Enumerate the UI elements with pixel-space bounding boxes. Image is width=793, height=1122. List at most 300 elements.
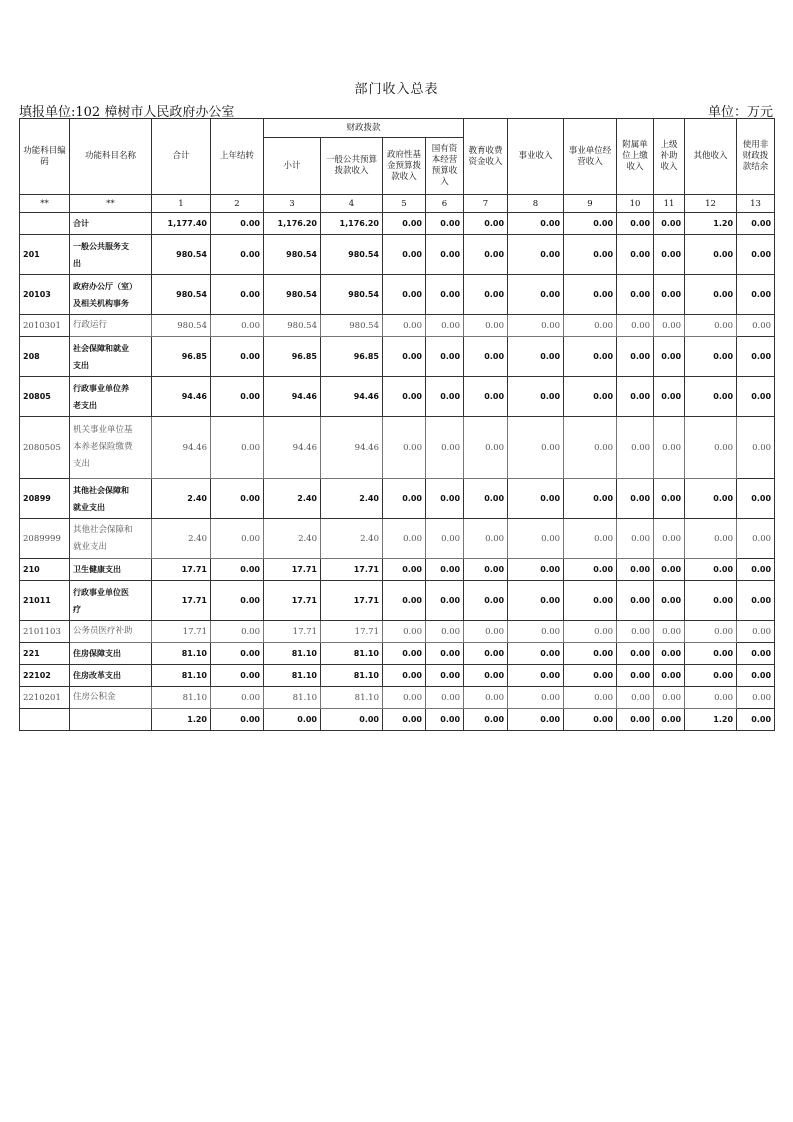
amount-cell: 94.46	[264, 417, 321, 479]
amount-cell: 0.00	[617, 417, 654, 479]
amount-cell: 0.00	[617, 621, 654, 643]
table-row	[20, 315, 775, 337]
amount-cell: 0.00	[508, 687, 564, 709]
amount-cell: 0.00	[464, 479, 508, 519]
amount-cell: 0.00	[464, 687, 508, 709]
function-code-cell: 21011	[20, 581, 70, 621]
amount-cell: 0.00	[508, 235, 564, 275]
amount-cell: 0.00	[564, 581, 617, 621]
amount-cell: 0.00	[617, 275, 654, 315]
amount-cell: 0.00	[426, 479, 464, 519]
amount-cell: 0.00	[464, 275, 508, 315]
amount-cell: 0.00	[654, 337, 685, 377]
amount-cell: 0.00	[508, 709, 564, 731]
amount-cell: 81.10	[152, 687, 211, 709]
amount-cell: 0.00	[426, 337, 464, 377]
header-general-budget: 一般公共预算拨款收入	[321, 138, 383, 195]
amount-cell: 0.00	[737, 581, 775, 621]
function-code-cell: 20805	[20, 377, 70, 417]
amount-cell: 0.00	[383, 643, 426, 665]
header-fiscal-group: 财政拨款	[264, 119, 464, 138]
amount-cell: 0.00	[508, 581, 564, 621]
amount-cell: 0.00	[464, 643, 508, 665]
amount-cell: 0.00	[508, 559, 564, 581]
amount-cell: 0.00	[211, 275, 264, 315]
amount-cell: 0.00	[211, 235, 264, 275]
amount-cell: 980.54	[264, 275, 321, 315]
amount-cell: 2.40	[152, 479, 211, 519]
amount-cell: 0.00	[737, 665, 775, 687]
amount-cell: 0.00	[508, 643, 564, 665]
amount-cell: 0.00	[685, 417, 737, 479]
amount-cell: 0.00	[737, 559, 775, 581]
function-name-cell	[70, 275, 152, 315]
amount-cell: 0.00	[654, 235, 685, 275]
table-row	[20, 235, 775, 275]
amount-cell: 0.00	[464, 621, 508, 643]
amount-cell: 0.00	[464, 519, 508, 559]
amount-cell: 0.00	[426, 315, 464, 337]
amount-cell: 0.00	[211, 337, 264, 377]
amount-cell: 0.00	[564, 687, 617, 709]
header-name: 功能科目名称	[70, 119, 152, 195]
header-subtotal: 小计	[264, 138, 321, 195]
amount-cell: 0.00	[685, 337, 737, 377]
function-name-cell	[70, 519, 152, 559]
amount-cell: 0.00	[383, 479, 426, 519]
amount-cell: 17.71	[152, 621, 211, 643]
amount-cell: 1,176.20	[321, 213, 383, 235]
amount-cell: 0.00	[426, 417, 464, 479]
table-row	[20, 581, 775, 621]
amount-cell: 0.00	[654, 519, 685, 559]
table-row	[20, 709, 775, 731]
amount-cell: 0.00	[508, 665, 564, 687]
column-index-cell: 1	[152, 195, 211, 213]
amount-cell: 0.00	[426, 643, 464, 665]
function-name-cell	[70, 315, 152, 337]
amount-cell: 0.00	[564, 337, 617, 377]
amount-cell: 0.00	[737, 235, 775, 275]
amount-cell: 81.10	[321, 643, 383, 665]
table-row	[20, 417, 775, 479]
amount-cell: 980.54	[321, 275, 383, 315]
amount-cell: 0.00	[737, 709, 775, 731]
amount-cell: 0.00	[508, 621, 564, 643]
amount-cell: 0.00	[685, 235, 737, 275]
function-name-line: 住房公积金	[73, 692, 116, 702]
header-total: 合计	[152, 119, 211, 195]
amount-cell: 0.00	[564, 377, 617, 417]
column-index-cell: 7	[464, 195, 508, 213]
function-name-cell	[70, 417, 152, 479]
amount-cell: 0.00	[464, 581, 508, 621]
amount-cell: 81.10	[152, 643, 211, 665]
column-index-cell: 4	[321, 195, 383, 213]
table-row	[20, 687, 775, 709]
function-name-line: 疗	[73, 604, 81, 614]
amount-cell: 0.00	[464, 235, 508, 275]
amount-cell: 980.54	[264, 235, 321, 275]
header-code: 功能科目编码	[20, 119, 70, 195]
amount-cell: 0.00	[685, 377, 737, 417]
function-name-line: 住房改革支出	[73, 671, 121, 680]
amount-cell: 0.00	[464, 665, 508, 687]
amount-cell: 0.00	[508, 337, 564, 377]
amount-cell: 81.10	[321, 665, 383, 687]
function-code-cell: 221	[20, 643, 70, 665]
amount-cell: 1.20	[152, 709, 211, 731]
function-name-line: 卫生健康支出	[73, 565, 121, 574]
amount-cell: 980.54	[264, 315, 321, 337]
amount-cell: 0.00	[685, 275, 737, 315]
amount-cell: 2.40	[321, 519, 383, 559]
amount-cell: 2.40	[152, 519, 211, 559]
amount-cell: 0.00	[321, 709, 383, 731]
header-business-unit-op: 事业单位经营收入	[564, 119, 617, 195]
amount-cell: 0.00	[426, 687, 464, 709]
amount-cell: 17.71	[152, 559, 211, 581]
amount-cell: 0.00	[685, 315, 737, 337]
amount-cell: 0.00	[383, 417, 426, 479]
amount-cell: 0.00	[654, 665, 685, 687]
function-code-cell: 2089999	[20, 519, 70, 559]
amount-cell: 81.10	[321, 687, 383, 709]
function-name-cell	[70, 235, 152, 275]
amount-cell: 0.00	[617, 687, 654, 709]
amount-cell: 0.00	[617, 519, 654, 559]
amount-cell: 0.00	[654, 377, 685, 417]
amount-cell: 0.00	[464, 417, 508, 479]
amount-cell: 0.00	[564, 479, 617, 519]
amount-cell: 0.00	[383, 519, 426, 559]
amount-cell: 0.00	[617, 377, 654, 417]
function-code-cell: 20103	[20, 275, 70, 315]
amount-cell: 0.00	[564, 643, 617, 665]
amount-cell: 0.00	[685, 687, 737, 709]
amount-cell: 0.00	[617, 559, 654, 581]
amount-cell: 0.00	[508, 275, 564, 315]
function-name-line: 机关事业单位基	[73, 425, 133, 435]
currency-unit: 单位：万元	[707, 105, 773, 120]
function-name-cell	[70, 559, 152, 581]
amount-cell: 0.00	[426, 275, 464, 315]
column-index-cell: 3	[264, 195, 321, 213]
amount-cell: 0.00	[464, 213, 508, 235]
function-name-line: 其他社会保障和	[73, 485, 129, 495]
column-index-cell: 2	[211, 195, 264, 213]
amount-cell: 0.00	[564, 235, 617, 275]
amount-cell: 0.00	[211, 621, 264, 643]
function-name-line: 社会保障和就业	[73, 343, 129, 353]
amount-cell: 2.40	[264, 479, 321, 519]
function-name-cell	[70, 581, 152, 621]
amount-cell: 96.85	[264, 337, 321, 377]
table-row	[20, 377, 775, 417]
function-code-cell: 201	[20, 235, 70, 275]
amount-cell: 94.46	[264, 377, 321, 417]
column-index-cell: 13	[737, 195, 775, 213]
amount-cell: 0.00	[737, 621, 775, 643]
header-carryover: 上年结转	[211, 119, 264, 195]
function-code-cell: 2101103	[20, 621, 70, 643]
amount-cell: 0.00	[617, 581, 654, 621]
amount-cell: 0.00	[685, 581, 737, 621]
amount-cell: 94.46	[152, 377, 211, 417]
column-index-cell: **	[20, 195, 70, 213]
amount-cell: 980.54	[152, 235, 211, 275]
amount-cell: 0.00	[211, 559, 264, 581]
amount-cell: 1,177.40	[152, 213, 211, 235]
amount-cell: 0.00	[426, 621, 464, 643]
column-index-cell: 10	[617, 195, 654, 213]
function-name-line: 政府办公厅（室）	[73, 281, 137, 291]
table-row	[20, 213, 775, 235]
amount-cell: 0.00	[211, 315, 264, 337]
income-summary-table	[19, 118, 775, 731]
amount-cell: 0.00	[211, 581, 264, 621]
amount-cell: 0.00	[383, 621, 426, 643]
amount-cell: 0.00	[737, 213, 775, 235]
function-name-line: 公务员医疗补助	[73, 626, 133, 636]
amount-cell: 0.00	[508, 315, 564, 337]
amount-cell: 0.00	[654, 479, 685, 519]
amount-cell: 0.00	[617, 315, 654, 337]
amount-cell: 0.00	[383, 377, 426, 417]
table-row	[20, 643, 775, 665]
amount-cell: 0.00	[564, 519, 617, 559]
amount-cell: 94.46	[321, 417, 383, 479]
function-name-line: 支出	[73, 459, 91, 469]
function-code-cell: 2080505	[20, 417, 70, 479]
amount-cell: 0.00	[737, 479, 775, 519]
table-row	[20, 519, 775, 559]
amount-cell: 0.00	[564, 559, 617, 581]
amount-cell: 0.00	[737, 417, 775, 479]
amount-cell: 0.00	[383, 213, 426, 235]
amount-cell: 0.00	[464, 709, 508, 731]
amount-cell: 0.00	[211, 709, 264, 731]
header-nonfiscal-balance: 使用非财政拨款结余	[737, 119, 775, 195]
amount-cell: 17.71	[264, 581, 321, 621]
amount-cell: 0.00	[383, 315, 426, 337]
amount-cell: 0.00	[211, 643, 264, 665]
amount-cell: 2.40	[264, 519, 321, 559]
table-row	[20, 621, 775, 643]
amount-cell: 0.00	[564, 275, 617, 315]
amount-cell: 17.71	[152, 581, 211, 621]
amount-cell: 81.10	[264, 643, 321, 665]
function-name-cell	[70, 479, 152, 519]
table-row	[20, 479, 775, 519]
function-code-cell	[20, 213, 70, 235]
function-name-cell	[70, 665, 152, 687]
amount-cell: 0.00	[426, 581, 464, 621]
amount-cell: 0.00	[654, 709, 685, 731]
amount-cell: 0.00	[654, 687, 685, 709]
header-affiliated-payment: 附属单位上缴收入	[617, 119, 654, 195]
amount-cell: 81.10	[152, 665, 211, 687]
amount-cell: 0.00	[464, 377, 508, 417]
amount-cell: 0.00	[211, 479, 264, 519]
amount-cell: 0.00	[737, 643, 775, 665]
header-business-income: 事业收入	[508, 119, 564, 195]
amount-cell: 0.00	[383, 337, 426, 377]
table-row	[20, 665, 775, 687]
amount-cell: 0.00	[737, 519, 775, 559]
function-name-cell	[70, 337, 152, 377]
amount-cell: 0.00	[654, 275, 685, 315]
function-name-line: 一般公共服务支	[73, 241, 129, 251]
amount-cell: 0.00	[426, 665, 464, 687]
amount-cell: 0.00	[426, 709, 464, 731]
amount-cell: 0.00	[464, 337, 508, 377]
header-state-capital: 国有资本经营预算收入	[426, 138, 464, 195]
amount-cell: 0.00	[685, 665, 737, 687]
amount-cell: 0.00	[617, 479, 654, 519]
amount-cell: 980.54	[321, 235, 383, 275]
amount-cell: 0.00	[654, 417, 685, 479]
amount-cell: 81.10	[264, 665, 321, 687]
header-gov-fund: 政府性基金预算拨款收入	[383, 138, 426, 195]
function-name-line: 其他社会保障和	[73, 524, 133, 535]
amount-cell: 0.00	[654, 621, 685, 643]
function-name-cell	[70, 709, 152, 731]
amount-cell: 0.00	[737, 377, 775, 417]
amount-cell: 0.00	[426, 213, 464, 235]
amount-cell: 0.00	[211, 377, 264, 417]
amount-cell: 0.00	[426, 519, 464, 559]
function-name-cell	[70, 377, 152, 417]
column-index-cell: **	[70, 195, 152, 213]
table-body	[20, 213, 775, 731]
amount-cell: 0.00	[564, 417, 617, 479]
amount-cell: 0.00	[685, 621, 737, 643]
function-name-line: 本养老保险缴费	[73, 442, 133, 452]
amount-cell: 0.00	[654, 581, 685, 621]
table-row	[20, 275, 775, 315]
amount-cell: 0.00	[737, 315, 775, 337]
amount-cell: 1,176.20	[264, 213, 321, 235]
amount-cell: 0.00	[383, 559, 426, 581]
amount-cell: 0.00	[383, 581, 426, 621]
amount-cell: 0.00	[211, 665, 264, 687]
function-code-cell: 208	[20, 337, 70, 377]
amount-cell: 81.10	[264, 687, 321, 709]
amount-cell: 0.00	[211, 687, 264, 709]
function-name-cell	[70, 687, 152, 709]
amount-cell: 17.71	[264, 621, 321, 643]
amount-cell: 0.00	[383, 235, 426, 275]
function-name-line: 合计	[73, 219, 89, 228]
amount-cell: 0.00	[564, 621, 617, 643]
amount-cell: 1.20	[685, 213, 737, 235]
column-index-cell: 8	[508, 195, 564, 213]
column-index-cell: 9	[564, 195, 617, 213]
amount-cell: 2.40	[321, 479, 383, 519]
amount-cell: 980.54	[152, 315, 211, 337]
amount-cell: 0.00	[654, 559, 685, 581]
function-code-cell	[20, 709, 70, 731]
amount-cell: 0.00	[564, 315, 617, 337]
function-name-line: 住房保障支出	[73, 649, 121, 658]
table-row	[20, 337, 775, 377]
amount-cell: 0.00	[654, 643, 685, 665]
amount-cell: 0.00	[508, 417, 564, 479]
amount-cell: 0.00	[564, 709, 617, 731]
function-code-cell: 20899	[20, 479, 70, 519]
function-name-line: 行政事业单位养	[73, 383, 129, 393]
function-code-cell: 210	[20, 559, 70, 581]
amount-cell: 0.00	[564, 665, 617, 687]
function-name-line: 就业支出	[73, 502, 105, 512]
function-name-line: 行政事业单位医	[73, 587, 129, 597]
amount-cell: 17.71	[321, 581, 383, 621]
amount-cell: 980.54	[152, 275, 211, 315]
reporting-unit: 填报单位:102 樟树市人民政府办公室	[19, 105, 235, 120]
amount-cell: 0.00	[685, 643, 737, 665]
amount-cell: 0.00	[617, 235, 654, 275]
amount-cell: 0.00	[426, 559, 464, 581]
amount-cell: 0.00	[617, 665, 654, 687]
amount-cell: 0.00	[737, 337, 775, 377]
header-education-fee: 教育收费资金收入	[464, 119, 508, 195]
amount-cell: 0.00	[508, 479, 564, 519]
amount-cell: 17.71	[321, 559, 383, 581]
amount-cell: 94.46	[152, 417, 211, 479]
amount-cell: 0.00	[383, 709, 426, 731]
function-name-cell	[70, 643, 152, 665]
amount-cell: 0.00	[383, 665, 426, 687]
column-index-cell: 5	[383, 195, 426, 213]
amount-cell: 0.00	[211, 519, 264, 559]
function-code-cell: 2210201	[20, 687, 70, 709]
function-name-line: 老支出	[73, 400, 97, 410]
amount-cell: 0.00	[426, 377, 464, 417]
amount-cell: 0.00	[211, 417, 264, 479]
amount-cell: 0.00	[508, 213, 564, 235]
amount-cell: 0.00	[464, 559, 508, 581]
function-name-line: 出	[73, 258, 81, 268]
amount-cell: 96.85	[152, 337, 211, 377]
function-name-cell	[70, 621, 152, 643]
function-code-cell: 22102	[20, 665, 70, 687]
amount-cell: 0.00	[564, 213, 617, 235]
function-name-cell	[70, 213, 152, 235]
amount-cell: 0.00	[426, 235, 464, 275]
amount-cell: 0.00	[685, 519, 737, 559]
function-name-line: 就业支出	[73, 541, 108, 552]
amount-cell: 96.85	[321, 337, 383, 377]
amount-cell: 0.00	[264, 709, 321, 731]
column-index-row	[20, 195, 775, 213]
amount-cell: 0.00	[617, 709, 654, 731]
amount-cell: 980.54	[321, 315, 383, 337]
amount-cell: 0.00	[508, 377, 564, 417]
amount-cell: 0.00	[508, 519, 564, 559]
amount-cell: 0.00	[617, 337, 654, 377]
column-index-cell: 12	[685, 195, 737, 213]
report-meta	[19, 101, 773, 119]
column-index-cell: 6	[426, 195, 464, 213]
amount-cell: 0.00	[737, 687, 775, 709]
amount-cell: 0.00	[617, 643, 654, 665]
report-title: 部门收入总表	[354, 82, 439, 97]
amount-cell: 1.20	[685, 709, 737, 731]
amount-cell: 0.00	[737, 275, 775, 315]
amount-cell: 0.00	[383, 687, 426, 709]
function-name-line: 行政运行	[73, 320, 108, 330]
